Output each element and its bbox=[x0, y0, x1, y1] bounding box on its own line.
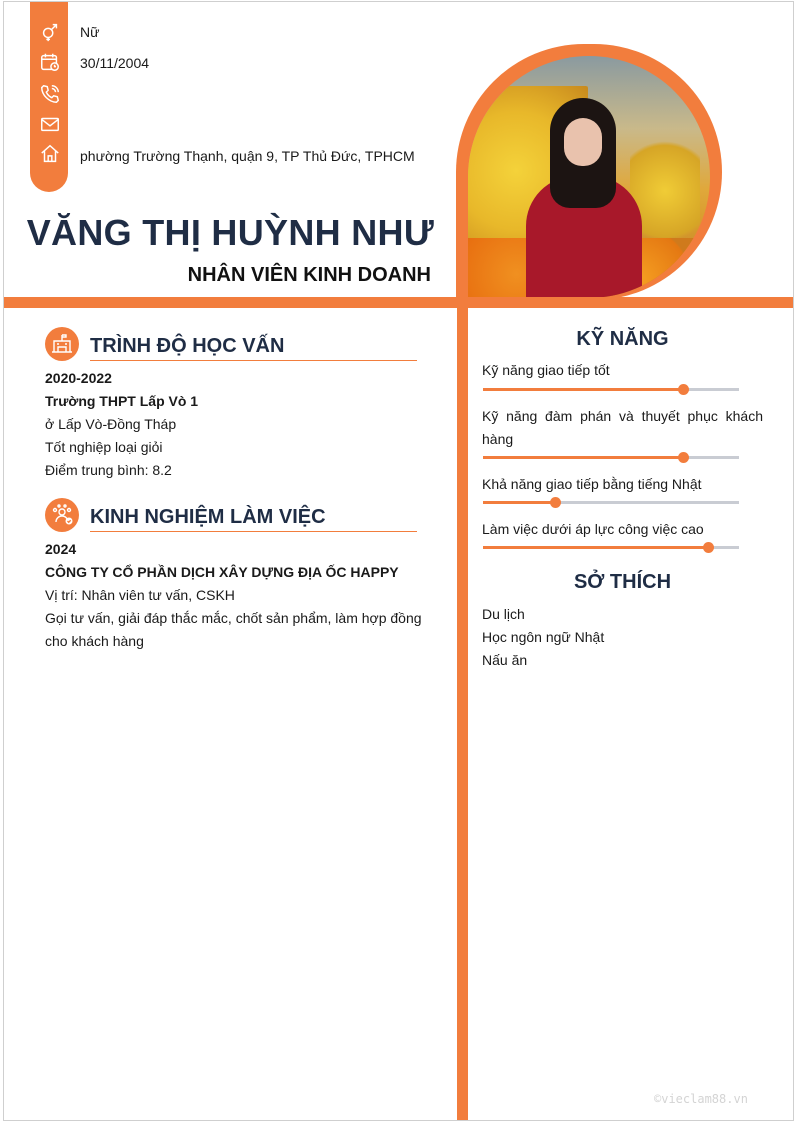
education-gpa: Điểm trung bình: 8.2 bbox=[45, 462, 172, 478]
education-rule bbox=[90, 360, 417, 361]
education-location: ở Lấp Vò-Đồng Tháp bbox=[45, 416, 177, 432]
experience-company: CÔNG TY CỔ PHẦN DỊCH XÂY DỰNG ĐỊA ỐC HAPPY bbox=[45, 564, 399, 580]
skill-slider-handle bbox=[678, 452, 689, 463]
experience-rule bbox=[90, 531, 417, 532]
skill-slider-handle bbox=[550, 497, 561, 508]
education-result: Tốt nghiệp loại giỏi bbox=[45, 439, 163, 455]
team-icon bbox=[45, 498, 79, 532]
experience-desc-line1: Gọi tư vấn, giải đáp thắc mắc, chốt sản phẩm, làm hợp đồng bbox=[45, 610, 422, 626]
education-heading: TRÌNH ĐỘ HỌC VẤN bbox=[90, 335, 285, 357]
skill-bar bbox=[483, 388, 739, 391]
profile-photo bbox=[468, 56, 710, 298]
vertical-divider bbox=[457, 302, 468, 1120]
education-period: 2020-2022 bbox=[45, 370, 112, 386]
experience-year: 2024 bbox=[45, 541, 77, 557]
hobby-item: Du lịch bbox=[482, 606, 525, 622]
phone-icon bbox=[39, 83, 61, 105]
full-name: VĂNG THỊ HUỲNH NHƯ bbox=[26, 212, 434, 253]
profile-photo-frame bbox=[456, 44, 722, 300]
email-icon bbox=[39, 113, 61, 135]
home-icon bbox=[39, 143, 61, 165]
skill-slider-handle bbox=[678, 384, 689, 395]
birthday-text: 30/11/2004 bbox=[80, 55, 150, 71]
gender-text: Nữ bbox=[80, 24, 100, 40]
experience-position: Vị trí: Nhân viên tư vấn, CSKH bbox=[45, 587, 235, 603]
address-text: phường Trường Thạnh, quận 9, TP Thủ Đức, TPHCM bbox=[80, 148, 415, 164]
gender-icon bbox=[39, 21, 61, 43]
skill-slider-handle bbox=[703, 542, 714, 553]
experience-desc-line2: cho khách hàng bbox=[45, 633, 144, 649]
cv-page bbox=[3, 1, 794, 1121]
school-icon bbox=[45, 327, 79, 361]
watermark: ©vieclam88.vn bbox=[654, 1092, 748, 1106]
hobbies-heading: SỞ THÍCH bbox=[573, 571, 672, 593]
skills-heading: KỸ NĂNG bbox=[576, 328, 669, 350]
hobby-item: Nấu ăn bbox=[482, 652, 528, 668]
experience-heading: KINH NGHIỆM LÀM VIỆC bbox=[90, 506, 326, 528]
skill-bar bbox=[483, 501, 739, 504]
calendar-icon bbox=[39, 51, 61, 73]
skill-label: Kỹ năng giao tiếp tốt bbox=[482, 362, 610, 378]
horizontal-divider bbox=[4, 297, 793, 308]
skill-bar bbox=[483, 456, 739, 459]
skill-label: Khả năng giao tiếp bằng tiếng Nhật bbox=[482, 476, 702, 492]
education-school: Trường THPT Lấp Vò 1 bbox=[45, 393, 199, 409]
hobby-item: Học ngôn ngữ Nhật bbox=[482, 629, 605, 645]
skill-bar bbox=[483, 546, 739, 549]
job-title: NHÂN VIÊN KINH DOANH bbox=[187, 264, 431, 286]
skill-label: Làm việc dưới áp lực công việc cao bbox=[482, 521, 704, 537]
skill-label: Kỹ năng đàm phán và thuyết phục khách hàng bbox=[482, 408, 763, 447]
